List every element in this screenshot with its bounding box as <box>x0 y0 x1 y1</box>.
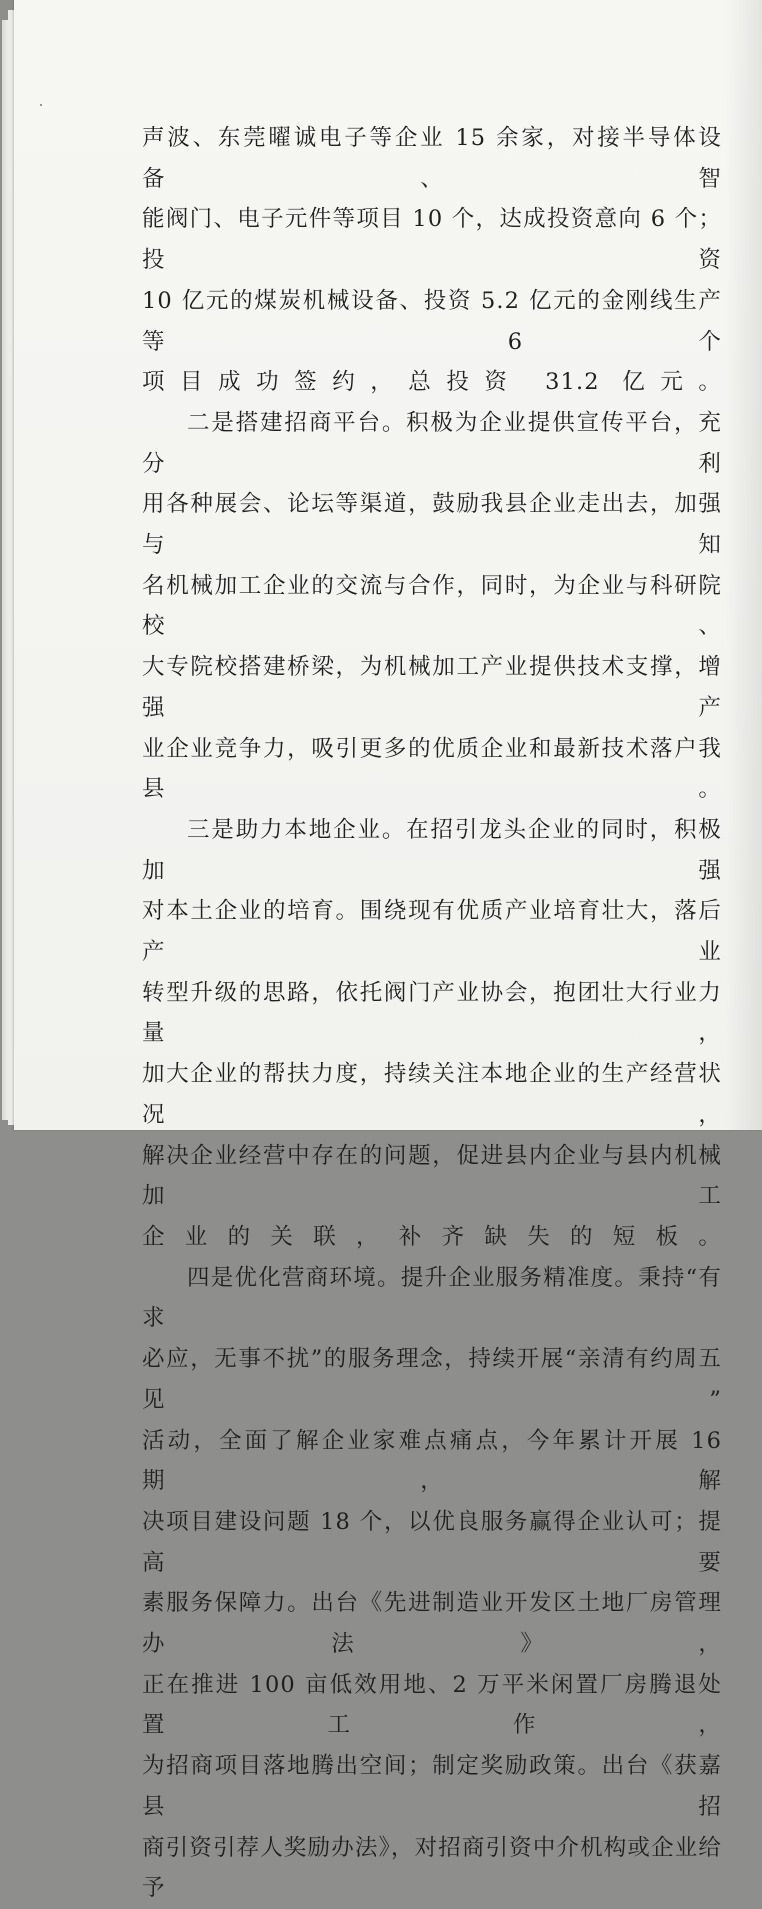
text-line: 商引资引荐人奖励办法》，对招商引资中介机构或企业给予 <box>142 1834 722 1902</box>
paragraph-investment-platform <box>142 403 722 810</box>
text-line: 加大企业的帮扶力度，持续关注本地企业的生产经营状况， <box>142 1061 722 1128</box>
text-line: 必应，无事不扰”的服务理念，持续开展“亲清有约周五见” <box>142 1346 722 1413</box>
text-line: 转型升级的思路，依托阀门产业协会，抱团壮大行业力量， <box>142 979 722 1047</box>
text-line: 决项目建设问题 18 个，以优良服务赢得企业认可；提高要 <box>142 1508 722 1576</box>
text-line: 二是搭建招商平台。积极为企业提供宣传平台，充分利 <box>142 409 722 477</box>
paragraph-investment-results <box>142 118 722 403</box>
text-line: 三是助力本地企业。在招引龙头企业的同时，积极加强 <box>142 816 722 884</box>
text-line: 活动，全面了解企业家难点痛点，今年累计开展 16 期，解 <box>142 1427 722 1495</box>
text-line: 名机械加工企业的交流与合作，同时，为企业与科研院校、 <box>142 572 722 640</box>
text-line: 声波、东莞曜诚电子等企业 15 余家，对接半导体设备、智 <box>142 125 722 192</box>
text-line: 大专院校搭建桥梁，为机械加工产业提供技术支撑，增强产 <box>142 654 722 721</box>
paragraph-business-environment <box>142 1258 722 1909</box>
text-line: 为招商项目落地腾出空间；制定奖励政策。出台《获嘉县招 <box>142 1753 722 1820</box>
text-line: 项目成功签约，总投资 31.2 亿元。 <box>142 369 722 396</box>
text-line: 10 亿元的煤炭机械设备、投资 5.2 亿元的金刚线生产等 6 个 <box>142 287 722 355</box>
text-line: 素服务保障力。出台《先进制造业开发区土地厂房管理办法》， <box>142 1590 722 1658</box>
text-line: 正在推进 100 亩低效用地、2 万平米闲置厂房腾退处置工作， <box>142 1671 722 1739</box>
text-line: 用各种展会、论坛等渠道，鼓励我县企业走出去，加强与知 <box>142 491 722 559</box>
text-line: 企业的关联，补齐缺失的短板。 <box>142 1223 722 1250</box>
text-line: 业企业竞争力，吸引更多的优质企业和最新技术落户我县。 <box>142 735 722 803</box>
paragraph-local-enterprises <box>142 810 722 1258</box>
text-line: 四是优化营商环境。提升企业服务精准度。秉持“有求 <box>142 1264 722 1332</box>
text-line: 解决企业经营中存在的问题，促进县内企业与县内机械加工 <box>142 1142 722 1210</box>
scan-speck <box>40 104 42 106</box>
text-line: 能阀门、电子元件等项目 10 个，达成投资意向 6 个；投资 <box>142 206 722 274</box>
text-line: 对本土企业的培育。围绕现有优质产业培育壮大，落后产业 <box>142 898 722 966</box>
document-body <box>142 118 722 1909</box>
